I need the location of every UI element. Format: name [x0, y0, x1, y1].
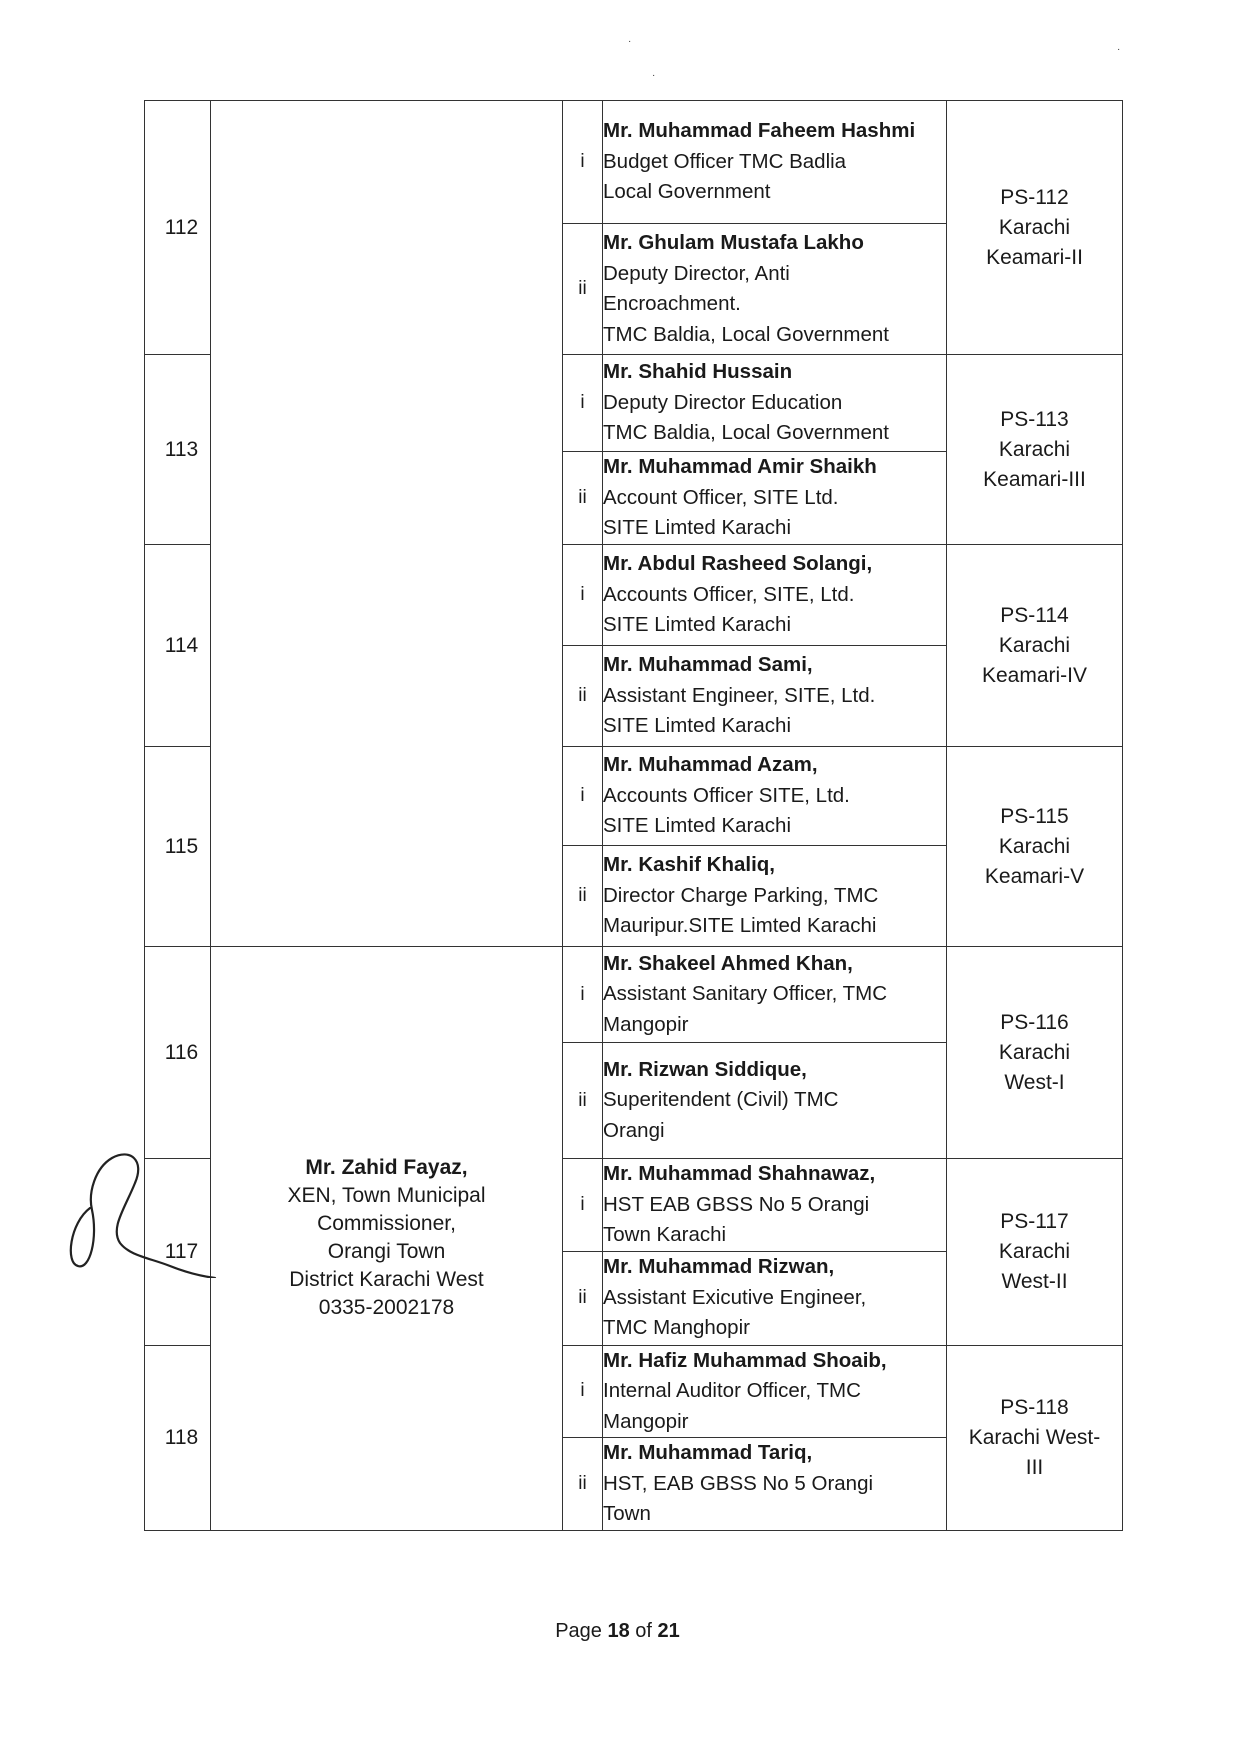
person-name: Mr. Muhammad Faheem Hashmi	[603, 119, 916, 143]
person-name: Mr. Hafiz Muhammad Shoaib,	[603, 1348, 887, 1372]
page-current: 18	[607, 1620, 630, 1642]
person-office: Local Government	[603, 180, 771, 204]
person-designation: Deputy Director Education	[603, 390, 843, 414]
returning-officer-cell	[211, 947, 563, 1531]
person-details	[603, 846, 947, 947]
scan-speck: ·	[628, 36, 632, 47]
person-office: TMC Baldia, Local Government	[603, 322, 889, 346]
person-index: i	[563, 101, 603, 224]
constituency-area: Keamari-V	[984, 864, 1085, 888]
constituency-code: PS-114	[1000, 603, 1069, 627]
person-index: i	[563, 1345, 603, 1438]
constituency-code: PS-112	[1000, 185, 1069, 209]
person-designation: Assistant Sanitary Officer, TMC	[603, 982, 888, 1006]
constituency-city: Karachi	[998, 834, 1071, 858]
person-index: ii	[563, 452, 603, 545]
person-details	[603, 1159, 947, 1252]
person-designation: Accounts Officer SITE, Ltd.	[603, 783, 850, 807]
officer-phone: 0335-2002178	[318, 1296, 455, 1320]
serial-number-cell: 115	[145, 747, 211, 947]
person-index: ii	[563, 646, 603, 747]
constituency-cell	[947, 355, 1123, 545]
handwritten-signature	[50, 1138, 230, 1278]
constituency-cell	[947, 101, 1123, 355]
person-details	[603, 1251, 947, 1345]
page-total: 21	[657, 1620, 680, 1642]
person-details	[603, 545, 947, 646]
person-name: Mr. Muhammad Shahnawaz,	[603, 1162, 876, 1185]
person-designation: Assistant Exicutive Engineer,	[603, 1285, 867, 1309]
person-index: i	[563, 355, 603, 452]
person-name: Mr. Rizwan Siddique,	[603, 1057, 807, 1081]
person-details	[603, 646, 947, 747]
constituency-area: West-II	[1001, 1269, 1068, 1293]
person-name: Mr. Muhammad Tariq,	[603, 1441, 813, 1464]
person-office: Mangopir	[603, 1409, 689, 1433]
constituency-code: PS-113	[1000, 407, 1069, 431]
constituency-city: Karachi	[998, 1239, 1071, 1263]
person-index: i	[563, 545, 603, 646]
person-office: SITE Limted Karachi	[603, 516, 791, 540]
page-footer	[0, 1620, 1235, 1643]
person-details	[603, 947, 947, 1043]
person-office: Orangi	[603, 1118, 665, 1142]
constituency-city: Karachi West-	[968, 1425, 1101, 1449]
officer-designation: Commissioner,	[317, 1212, 456, 1236]
officer-name: Mr. Zahid Fayaz,	[305, 1156, 468, 1180]
person-designation: HST EAB GBSS No 5 Orangi	[603, 1192, 870, 1216]
person-details	[603, 747, 947, 846]
person-name: Mr. Muhammad Amir Shaikh	[603, 455, 877, 479]
person-details	[603, 224, 947, 355]
person-designation: Assistant Engineer, SITE, Ltd.	[603, 683, 876, 707]
person-office: SITE Limted Karachi	[603, 814, 791, 838]
polling-staff-table	[144, 100, 1123, 1531]
constituency-cell	[947, 545, 1123, 747]
person-index: ii	[563, 846, 603, 947]
officer-cell-blank	[211, 101, 563, 947]
constituency-area: Keamari-III	[983, 467, 1086, 491]
person-index: i	[563, 947, 603, 1043]
constituency-area: Keamari-IV	[981, 663, 1088, 687]
serial-number-cell: 118	[145, 1345, 211, 1530]
person-designation: Encroachment.	[603, 292, 741, 315]
person-designation: Account Officer, SITE Ltd.	[603, 485, 839, 509]
person-details	[603, 1345, 947, 1438]
person-designation: Deputy Director, Anti	[603, 261, 790, 285]
person-index: ii	[563, 1251, 603, 1345]
person-index: ii	[563, 1438, 603, 1531]
person-index: i	[563, 747, 603, 846]
constituency-area: Keamari-II	[986, 245, 1083, 269]
constituency-code: PS-115	[1000, 804, 1069, 828]
table-row	[145, 101, 1123, 224]
officer-town: Orangi Town	[327, 1240, 446, 1264]
person-details	[603, 1043, 947, 1159]
person-name: Mr. Abdul Rasheed Solangi,	[603, 552, 873, 576]
officer-designation: XEN, Town Municipal	[287, 1184, 486, 1208]
scan-speck: ·	[1117, 44, 1121, 55]
serial-number-cell: 113	[145, 355, 211, 545]
constituency-cell	[947, 747, 1123, 947]
person-office: SITE Limted Karachi	[603, 613, 791, 637]
person-designation: HST, EAB GBSS No 5 Orangi	[603, 1471, 874, 1495]
person-name: Mr. Muhammad Azam,	[603, 753, 818, 777]
constituency-area: West-I	[1004, 1070, 1065, 1094]
person-name: Mr. Kashif Khaliq,	[603, 853, 775, 877]
page-word: Page	[555, 1620, 602, 1642]
officer-district: District Karachi West	[289, 1268, 484, 1292]
serial-number-cell: 117	[145, 1159, 211, 1346]
person-details	[603, 101, 947, 224]
person-index: ii	[563, 224, 603, 355]
person-office: TMC Manghopir	[603, 1316, 750, 1340]
constituency-city: Karachi	[998, 215, 1071, 239]
serial-number-cell: 114	[145, 545, 211, 747]
person-designation: Budget Officer TMC Badlia	[603, 149, 847, 173]
person-designation: Internal Auditor Officer, TMC	[603, 1379, 861, 1402]
constituency-city: Karachi	[998, 437, 1071, 461]
person-name: Mr. Muhammad Sami,	[603, 653, 813, 677]
person-name: Mr. Shakeel Ahmed Khan,	[603, 951, 853, 975]
serial-number-cell: 116	[145, 947, 211, 1159]
constituency-code: PS-116	[1000, 1010, 1069, 1034]
person-index: i	[563, 1159, 603, 1252]
person-office: Town Karachi	[603, 1223, 727, 1246]
constituency-code: PS-117	[1000, 1209, 1069, 1233]
scan-speck: ·	[652, 70, 656, 81]
person-designation: Director Charge Parking, TMC	[603, 883, 879, 907]
person-details	[603, 1438, 947, 1531]
person-office: TMC Baldia, Local Government	[603, 421, 889, 445]
person-details	[603, 355, 947, 452]
serial-number-cell: 112	[145, 101, 211, 355]
constituency-city: Karachi	[998, 633, 1071, 657]
person-name: Mr. Ghulam Mustafa Lakho	[603, 231, 864, 254]
constituency-code: PS-118	[1000, 1395, 1069, 1419]
constituency-cell	[947, 947, 1123, 1159]
table-row	[145, 947, 1123, 1043]
constituency-cell	[947, 1345, 1123, 1530]
person-office: Mauripur.SITE Limted Karachi	[603, 914, 877, 938]
person-designation: Accounts Officer, SITE, Ltd.	[603, 582, 855, 606]
person-details	[603, 452, 947, 545]
person-name: Mr. Shahid Hussain	[603, 360, 793, 384]
constituency-city: Karachi	[998, 1040, 1071, 1064]
person-office: Mangopir	[603, 1012, 689, 1036]
constituency-area: III	[1025, 1455, 1044, 1479]
person-name: Mr. Muhammad Rizwan,	[603, 1255, 835, 1279]
of-word: of	[635, 1620, 652, 1642]
person-office: SITE Limted Karachi	[603, 714, 791, 738]
person-index: ii	[563, 1043, 603, 1159]
constituency-cell	[947, 1159, 1123, 1346]
person-designation: Superitendent (Civil) TMC	[603, 1088, 839, 1112]
person-office: Town	[603, 1502, 651, 1525]
